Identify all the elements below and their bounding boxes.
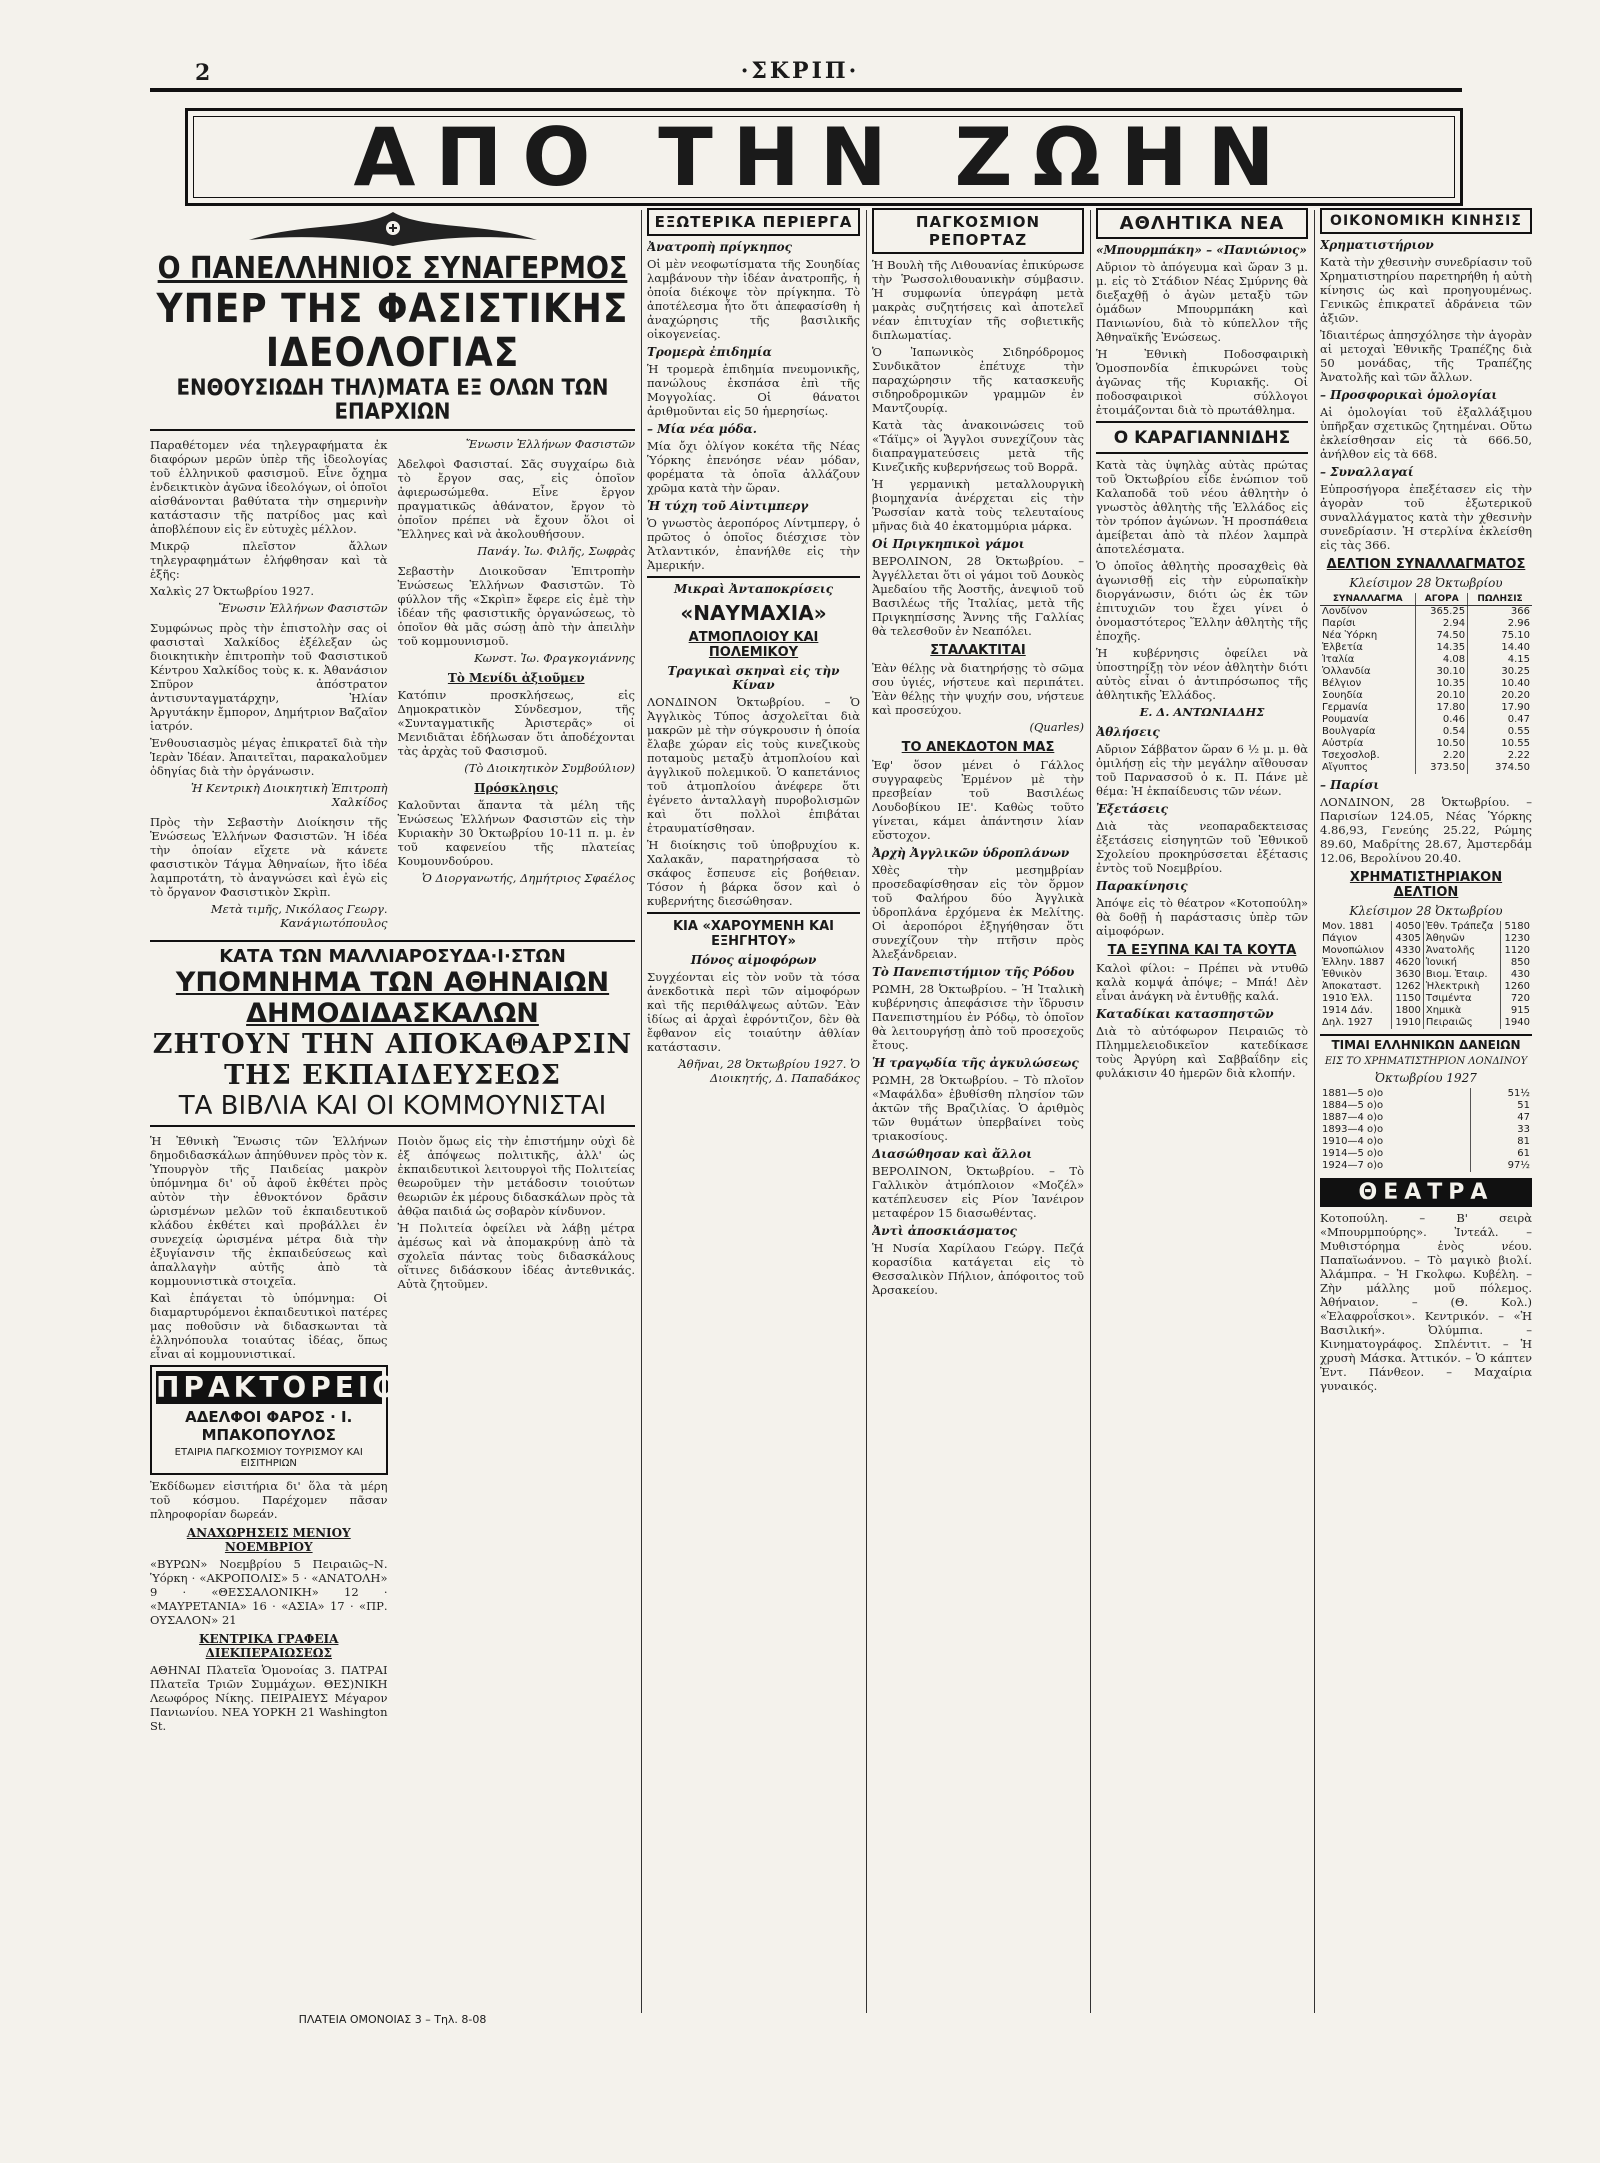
- table-cell: 17.80: [1416, 702, 1468, 714]
- table-cell: 2.94: [1416, 618, 1468, 630]
- section-subhead: ΤΟ ΑΝΕΚΔΟΤΟΝ ΜΑΣ: [901, 740, 1055, 755]
- item-heading: Ἡ τύχη τοῦ Αἰντιμπεργ: [647, 499, 809, 513]
- table-cell: 1914 Δάν.: [1322, 1005, 1373, 1016]
- theatres-header: ΘΕΑΤΡΑ: [1320, 1178, 1532, 1207]
- paragraph: Διὰ τὰς νεοπαραδεκτεισας ἐξετάσεις εἰσηγητῶν τοῦ Ἐθνικοῦ Σχολείου προκηρύσσεται ἐξέτασις ἐντὸς τοῦ Νοεμβρίου.: [1096, 819, 1308, 875]
- table-cell: 4620: [1391, 957, 1423, 969]
- paragraph: Χαλκὶς 27 Ὀκτωβρίου 1927.: [150, 584, 315, 599]
- paragraph: ΒΕΡΟΛΙΝΟΝ, Ὀκτωβρίου. – Τὸ Γαλλικὸν ἀτμόπλοιον «Μοζέλ» κατέπλευσεν εἰς Ρίον Ἰανέιρον μεταφέρον 15 διασωθέντας.: [872, 1164, 1084, 1220]
- paragraph: Ἐὰν θέλῃς νὰ διατηρήσῃς τὸ σῶμα σου ὑγιές, νήστευε καὶ περιπάτει. Ἐὰν θέλῃς τὴν ψυχήν σου, νήστευε καὶ προσεύχου.: [872, 661, 1084, 717]
- table-cell: 1887—4 ο)ο: [1322, 1112, 1384, 1123]
- paragraph: ΡΩΜΗ, 28 Ὀκτωβρίου. – Ἡ Ἰταλικὴ κυβέρνησις ἀπεφάσισε τὴν ἵδρυσιν Πανεπιστημίου ἐν Ρόδῳ, τὸ ὁποῖον θὰ λειτουργήσῃ ἀπὸ τοῦ προσεχοῦς ἔτους.: [872, 982, 1084, 1052]
- item-heading: Παρακίνησις: [1096, 879, 1188, 893]
- exchange-rates-table: [1320, 593, 1532, 774]
- signature: Ἡ Κεντρικὴ Διοικητικὴ Ἐπιτροπὴ Χαλκίδος: [190, 781, 388, 810]
- table-cell: 2.96: [1468, 618, 1532, 630]
- headline-books: ΤΑ ΒΙΒΛΙΑ ΚΑΙ ΟΙ ΚΟΜΜΟΥΝΙΣΤΑΙ: [178, 1091, 607, 1122]
- paragraph: Αὔριον τὸ ἀπόγευμα καὶ ὥραν 3 μ. μ. εἰς τὸ Στάδιον Νέας Σμύρνης θὰ διεξαχθῇ ὁ ἀγὼν μεταξὺ τῶν ὁμάδων Μπουρμπάκη καὶ Πανιωνίου, διὰ τὸ κύπελλον τῆς Ἀθηναϊκῆς Ἐνώσεως.: [1096, 260, 1308, 344]
- signature: Μετὰ τιμῆς, Νικόλαος Γεωργ. Κανάγιωτόπουλος: [210, 902, 388, 931]
- signature: (Quarles): [1029, 720, 1084, 734]
- table-row: [1320, 1160, 1532, 1172]
- table-row: [1320, 618, 1532, 630]
- kicker: ΚΑΤΑ ΤΩΝ ΜΑΛΛΙΑΡΟΣΥΔΑ·Ι·ΣΤΩΝ: [219, 946, 566, 968]
- paragraph: Μικρῷ πλεῖστον ἄλλων τηλεγραφημάτων ἐλήφθησαν καὶ τὰ ἑξῆς:: [150, 539, 388, 582]
- paragraph: Ἐκδίδωμεν εἰσιτήρια δι' ὅλα τὰ μέρη τοῦ κόσμου. Παρέχομεν πᾶσαν πληροφορίαν δωρεάν.: [150, 1479, 388, 1522]
- rule: [1096, 452, 1308, 454]
- table-row: [1320, 726, 1532, 738]
- item-heading: «Μπουρμπάκη» – «Πανιώνιος»: [1096, 243, 1307, 257]
- paragraph: Ἡ Ἐθνικὴ Ἕνωσις τῶν Ἑλλήνων δημοδιδασκάλων ἀπηύθυνεν πρὸς τὸν κ. Ὑπουργὸν τῆς Παιδείας μακρὸν ὑπόμνημα δι' οὗ ἀφοῦ ἐκθέτει πρὸς αὐτὸν τὴν ἐθνοκτόνον δρᾶσιν ὡρισμένων μελῶν τοῦ ἐκπαιδευτικοῦ κλάδου ἐκθέτει καὶ προβάλλει ἐν συνεχείᾳ ὡρισμένα μέτρα διὰ τὴν ἐξυγίανσιν τῆς ἐκπαιδεύσεως καὶ ἀπαλλαγὴν αὐτῆς ἀπὸ τὰ κομμουνιστικὰ στοιχεῖα.: [150, 1134, 388, 1289]
- rule: [647, 576, 860, 578]
- section-header: ΕΞΩΤΕΡΙΚΑ ΠΕΡΙΕΡΓΑ: [647, 208, 860, 236]
- table-cell: Βιομ. Ἑταιρ.: [1423, 969, 1500, 981]
- item-heading: Ἐξετάσεις: [1096, 802, 1168, 816]
- column-divider: [641, 210, 642, 2013]
- table-cell: Ἀνατολῆς: [1423, 945, 1500, 957]
- table-row: [1320, 1100, 1532, 1112]
- rule: [1096, 421, 1308, 423]
- table-row: [1320, 957, 1532, 969]
- table-row: [1320, 981, 1532, 993]
- table-cell: 33: [1470, 1124, 1532, 1136]
- item-heading: Διασώθησαν καὶ ἄλλοι: [872, 1147, 1033, 1161]
- paragraph: Ἀδελφοὶ Φασισταί. Σᾶς συγχαίρω διὰ τὸ ἔργον σας, εἰς ὁποῖον ἀφιερωσώμεθα. Εἶνε ἔργον πραγματικῶς ἀθάνατον, ἔργον τὸ ὁποῖον πρέπει νὰ ἔχουν ὅλοι οἱ Ἕλληνες καὶ νὰ ἀκολουθήσουν.: [397, 457, 635, 542]
- paragraph: ΒΕΡΟΛΙΝΟΝ, 28 Ὀκτωβρίου. – Ἀγγέλλεται ὅτι οἱ γάμοι τοῦ Δουκὸς Ἀμεδαίου τῆς Ἀοστῆς, ἀνεψιοῦ τοῦ Βασιλέως τῆς Ἰταλίας, μετὰ τῆς Πριγκηπίσσης Ἄννης τῆς Γαλλίας θὰ τελεσθοῦν ἐν Νεαπόλει.: [872, 554, 1084, 638]
- table-row: [1320, 750, 1532, 762]
- paragraph: Ποιὸν ὅμως εἰς τὴν ἐπιστήμην οὐχὶ δὲ ἐξ ἀπόψεως πολιτικῆς, ἀλλ' ὡς ἐκπαιδευτικοὶ λειτουργοὶ τῆς Πολιτείας θεωροῦμεν τὴν μετάδοσιν τοιούτων θεωριῶν ἐκ μέρους διδασκάλων πρὸς τὰ ἀθῷα παιδιά ὡς σοβαρὸν κίνδυνον.: [397, 1134, 635, 1219]
- table-cell: 1150: [1391, 993, 1423, 1005]
- headline-2: ΥΠΕΡ ΤΗΣ ΦΑΣΙΣΤΙΚΗΣ ΙΔΕΟΛΟΓΙΑΣ: [156, 286, 629, 376]
- table-cell: 366: [1468, 606, 1532, 619]
- paragraph: Κατὰ τὰς ὑψηλὰς αὐτὰς πρώτας τοῦ Ὀκτωβρίου εἶδε ἐνώπιον τοῦ Καλαποδᾶ τοῦ νέου ἀθλητὴν ὁ γνωστὸς ἀθλητὴς τῆς Ἑλλάδος εἰς τὸν τρόπον ἀγώνων. Ἡ προσπάθεια ἀμείβεται ἀπὸ τὰ πλέον λαμπρὰ ἀποτελέσματα.: [1096, 458, 1308, 556]
- table-row: [1320, 690, 1532, 702]
- table-date: Κλείσιμον 28 Ὀκτωβρίου: [1349, 576, 1503, 590]
- item-heading: – Παρίσι: [1320, 778, 1380, 792]
- page-number: 2: [195, 60, 211, 86]
- section-banner: [185, 108, 1463, 206]
- paragraph: Ἐνθουσιασμὸς μέγας ἐπικρατεῖ διὰ τὴν Ἱερὰν Ἰδέαν. Ἀπαιτεῖται, παρακαλοῦμεν ὁδηγίας διὰ τὴν ὀργάνωσιν.: [150, 736, 388, 779]
- item-heading: Ἡ τραγῳδία τῆς ἀγκυλώσεως: [872, 1056, 1079, 1070]
- paragraph: Κατὰ τὴν χθεσινὴν συνεδρίασιν τοῦ Χρηματιστηρίου παρετηρήθη ἡ αὐτὴ κίνησις ὡς καὶ προηγουμένως. Γενικῶς ἐπικρατεῖ ἀδράνεια τῶν ἀξιῶν.: [1320, 255, 1532, 325]
- table-cell: 4.15: [1468, 654, 1532, 666]
- table-cell: 4305: [1391, 933, 1423, 945]
- table-row: [1320, 1005, 1532, 1017]
- table-row: [1320, 654, 1532, 666]
- subhead: ΑΝΑΧΩΡΗΣΕΙΣ ΜΕΝΙΟΥ ΝΟΕΜΒΡΙΟΥ: [186, 1526, 351, 1555]
- item-heading: Τρομερὰ ἐπιδημία: [647, 345, 772, 359]
- table-cell: 850: [1500, 957, 1532, 969]
- signature: Κωνστ. Ἰω. Φραγκογιάννης: [474, 651, 635, 666]
- table-cell: 2.20: [1416, 750, 1468, 762]
- greek-loans-table: [1320, 1088, 1532, 1172]
- paragraph: Ἰδιαιτέρως ἀπησχόλησε τὴν ἀγορὰν αἱ μετοχαὶ Ἐθνικῆς Τραπέζης διὰ 50 μονάδας, τῆς Τραπέζης Ἀνατολῆς καὶ τῶν ἄλλων.: [1320, 328, 1532, 384]
- paragraph: Συμφώνως πρὸς τὴν ἐπιστολὴν σας οἱ φασισταὶ Χαλκίδος ἐξέλεξαν ὡς διοικητικὴν ἐπιτροπὴν τοῦ Φασιστικοῦ Κέντρου Χαλκίδος τοὺς κ. κ. Ἀθανάσιον Σπῦρον ἀπόστρατον ἀντισυνταγματάρχην, Ἠλίαν Ἀργυτάκην ἔμπορον, Δημήτριον Βαζαῖον ἰατρόν.: [150, 621, 388, 734]
- table-cell: 430: [1500, 969, 1532, 981]
- item-heading: – Συναλλαγαί: [1320, 465, 1414, 479]
- paragraph: Κοτοπούλη. – Β' σειρὰ «Μπουρμπούρης». Ἰντεάλ. – Μυθιστόρημα ἑνὸς νέου. Παπαϊωάννου. – Τὸ μαγικὸ βιολί. Ἀλάμπρα. – Ἡ Γκολφω. Κυβέλη. – Ζὴν μάλλης μοῦ πόλεμος. Ἀθήναιον. – (Θ. Κολ.) «Ἐλαφροΐσκοι». Κεντρικόν. – «Ἡ Βασιλική». Ὀλύμπια. – Κινηματογράφος. Σπλέντιτ. – Ἡ χρυσὴ Μάσκα. Ἀττικόν. – Ὁ κάπτεν Ἐντ. Πάνθεον. – Μαχαίρια γυναικός.: [1320, 1211, 1532, 1393]
- paragraph: Παραθέτομεν νέα τηλεγραφήματα ἐκ διαφόρων μερῶν ὑπὲρ τῆς ἰδεολογίας τοῦ ἑλληνικοῦ φασισμοῦ. Εἶνε ὄχημα ἐνδεικτικὸν ἀγῶνα ἰδεολόγων, οἱ ὁποῖοι αἰσθάνονται βαθύτατα τὴν σημερινὴν κατάστασιν τῆς πατρίδος μας καὶ ἀποβλέπουν εἰς ἓν εὐτυχὲς μέλλον.: [150, 438, 388, 537]
- table-row: [1320, 762, 1532, 774]
- banner-title: ΑΠΟ ΤΗΝ ΖΩΗΝ: [353, 110, 1295, 204]
- table-cell: 1910: [1391, 1017, 1423, 1029]
- table-cell: Βέλγιον: [1322, 678, 1362, 689]
- footer-address: ΠΛΑΤΕΙΑ ΟΜΟΝΟΙΑΣ 3 – Τηλ. 8-08: [298, 2013, 487, 2026]
- table-cell: 17.90: [1468, 702, 1532, 714]
- table-cell: Ἀθηνῶν: [1423, 933, 1500, 945]
- paragraph: Καὶ ἐπάγεται τὸ ὑπόμνημα: Οἱ διαμαρτυρόμενοι ἐκπαιδευτικοὶ πατέρες μας ποθοῦσιν νὰ διδασκωνται τὰ ἑλληνόπουλα τοιαύτας ἰδέας, ὅπως εἶναι αἱ κομμουνιστικαί.: [150, 1291, 388, 1362]
- table-cell: Ἑλβετία: [1322, 642, 1363, 653]
- table-cell: 365.25: [1416, 606, 1468, 619]
- table-row: [1320, 630, 1532, 642]
- column-world-report: [872, 208, 1084, 2013]
- table-cell: 1940: [1500, 1017, 1532, 1029]
- column-sports-news: [1096, 208, 1308, 2013]
- item-heading: Τὸ Πανεπιστήμιον τῆς Ρόδου: [872, 965, 1075, 979]
- paragraph: Ἡ Πολιτεία ὀφείλει νὰ λάβῃ μέτρα ἀμέσως καὶ νὰ ἀπομακρύνῃ ἀπὸ τὰ σχολεῖα πάντας τοὺς διδασκάλους οἵτινες διδάσκουν ἰδέας ἀντεθνικάς. Αὐτὰ ζητοῦμεν.: [397, 1221, 635, 1292]
- table-date: Κλείσιμον 28 Ὀκτωβρίου: [1349, 904, 1503, 918]
- table-cell: 81: [1470, 1136, 1532, 1148]
- agency-advertisement: [150, 1365, 428, 1475]
- ad-firm: ΑΔΕΛΦΟΙ ΦΑΡΟΣ · Ι. ΜΠΑΚΟΠΟΥΛΟΣ: [185, 1408, 353, 1445]
- paragraph: Εὐπροσήγορα ἐπεξέτασεν εἰς τὴν ἀγορὰν τοῦ ἐξωτερικοῦ συναλλάγματος κατὰ τὴν χθεσινὴν συνεδρίασιν. Ἡ στερλίνα ἐκλείσθη εἰς τὰς 366.: [1320, 482, 1532, 552]
- paragraph: Ἀπόψε εἰς τὸ θέατρον «Κοτοπούλη» θὰ δοθῇ ἡ παράστασις ὑπὲρ τῶν αἱμοφόρων.: [1096, 896, 1308, 938]
- paragraph: Σεβαστὴν Διοικοῦσαν Ἐπιτροπὴν Ἑνώσεως Ἑλλήνων Φασιστῶν. Τὸ φύλλον τῆς «Σκρὶπ» ἔφερε εἰς ἐμὲ τὴν ἰδέαν τῆς φασιστικῆς ὀργανώσεως, τὸ ὁποῖον θὰ μᾶς σώσῃ ἀπὸ τὴν ἀπειλὴν τοῦ κομμουνισμοῦ.: [397, 564, 635, 649]
- item-heading: Οἱ Πριγκηπικοὶ γάμοι: [872, 537, 1025, 551]
- table-row: [1320, 993, 1532, 1005]
- table-cell: 10.35: [1416, 678, 1468, 690]
- signature: Ἀθῆναι, 28 Ὀκτωβρίου 1927. Ὁ Διοικητής, Δ. Παπαδάκος: [678, 1057, 860, 1085]
- table-row: [1320, 666, 1532, 678]
- table-cell: Ἀποκαταστ.: [1322, 981, 1382, 992]
- section-header: ΑΘΛΗΤΙΚΑ ΝΕΑ: [1096, 208, 1308, 239]
- table-cell: 0.54: [1416, 726, 1468, 738]
- paper-name: ·ΣΚΡΙΠ·: [740, 58, 860, 84]
- column-divider: [866, 210, 867, 2013]
- top-rule: [150, 88, 1462, 92]
- table-header-row: [1320, 593, 1532, 606]
- table-cell: 1910 Ἑλλ.: [1322, 993, 1373, 1004]
- headline-karagiannidis: Ο ΚΑΡΑΓΙΑΝΝΙΔΗΣ: [1113, 428, 1291, 448]
- item-heading: Ἀθλήσεις: [1096, 725, 1160, 739]
- table-cell: Ἰταλία: [1322, 654, 1355, 665]
- table-cell: Ἰονική: [1423, 957, 1500, 969]
- table-cell: 1884—5 ο)ο: [1322, 1100, 1384, 1111]
- table-date: Ὀκτωβρίου 1927: [1375, 1071, 1477, 1085]
- table-cell: Ἑλλην. 1887: [1322, 957, 1385, 968]
- paragraph: Ὁ γνωστὸς ἀεροπόρος Λίντμπεργ, ὁ πρῶτος ὁ ὁποῖος διέσχισε τὸν Ἀτλαντικόν, ἐπανήλθε εἰς τὴν Ἀμερικήν.: [647, 516, 860, 572]
- signature: Ἔνωσιν Ἑλλήνων Φασιστῶν: [465, 437, 635, 452]
- paragraph: Συγχέονται εἰς τὸν νοῦν τὰ τόσα ἀνεκδοτικὰ περὶ τῶν αἱμοφόρων καὶ τῆς περιθάλψεως αὐτῶν. Ἐὰν ἰδίως αἱ ἀρχαὶ ἐφρόντιζον, δὲν θὰ ἔφθανον εἰς τοιαύτην ἀθλίαν κατάστασιν.: [647, 970, 860, 1054]
- two-column-body: [150, 1131, 635, 1736]
- table-cell: 5180: [1500, 921, 1532, 933]
- paragraph: «ΒΥΡΩΝ» Νοεμβρίου 5 Πειραιῶς–Ν. Ὑόρκη · «ΑΚΡΟΠΟΛΙΣ» 5 · «ΑΝΑΤΟΛΗ» 9 · «ΘΕΣΣΑΛΟΝΙΚΗ» 12 · «ΜΑΥΡΕΤΑΝΙΑ» 16 · «ΑΣΙΑ» 17 · «ΠΡ. ΟΥΣΑΛΟΝ» 21: [150, 1557, 388, 1628]
- table-cell: 20.20: [1468, 690, 1532, 702]
- item-heading: Τραγικαὶ σκηναὶ εἰς τὴν Κίναν: [667, 664, 840, 692]
- table-cell: 1893—4 ο)ο: [1322, 1124, 1384, 1135]
- table-cell: Σουηδία: [1322, 690, 1363, 701]
- table-cell: 0.55: [1468, 726, 1532, 738]
- table-cell: Παρίσι: [1322, 618, 1356, 629]
- table-cell: 915: [1500, 1005, 1532, 1017]
- item-heading: Πόνος αἱμοφόρων: [690, 953, 817, 967]
- table-row: [1320, 738, 1532, 750]
- table-row: [1320, 969, 1532, 981]
- table-header-cell: ΠΩΛΗΣΙΣ: [1468, 593, 1532, 606]
- signature: Πανάγ. Ἰω. Φιλῆς, Σωφρὰς: [477, 544, 635, 559]
- paragraph: Αἱ ὁμολογίαι τοῦ ἐξαλλάξιμου ὑπῆρξαν σχετικῶς ζητημέναι. Οὕτω ἐκλείσθησαν εἰς τὰ 666.50, ἀνήλθον εἰς τὰ 668.: [1320, 405, 1532, 461]
- paragraph: Καλοῦνται ἅπαντα τὰ μέλη τῆς Ἑνώσεως Ἑλλήνων Φασιστῶν εἰς τὴν Κυριακὴν 30 Ὀκτωβρίου 10-11 π. μ. ἐν τοῦ καφενείου τῆς πλατείας Κουμουνδούρου.: [397, 798, 635, 869]
- rule: [150, 429, 635, 431]
- table-cell: Βουλγαρία: [1322, 726, 1376, 737]
- item-heading: Χρηματιστήριον: [1320, 238, 1434, 252]
- table-cell: 14.40: [1468, 642, 1532, 654]
- paragraph: Οἱ μὲν νεοφωτίσματα τῆς Σουηδίας λαμβάνουν τὴν ἰδέαν ἀνατροπῆς, ἡ ὁποία διέκοψε τὸν πρίγκηπα. Τὸ ἀποτέλεσμα ἦτο ὅτι ἀπεφασίσθη ἡ ἀναχώρησις τῆς βασιλικῆς οἰκογενείας.: [647, 257, 860, 341]
- two-column-body: [150, 435, 635, 936]
- section-subhead: ΚΙΑ «ΧΑΡΟΥΜΕΝΗ ΚΑΙ ΕΞΗΓΗΤΟΥ»: [672, 919, 835, 949]
- column-economic-movement: [1320, 208, 1532, 2013]
- headline-purge: ΖΗΤΟΥΝ ΤΗΝ ΑΠΟΚΑΘΑΡΣΙΝ ΤΗΣ ΕΚΠΑΙΔΕΥΣΕΩΣ: [152, 1029, 633, 1092]
- table-cell: Δηλ. 1927: [1322, 1017, 1373, 1028]
- table-cell: 1881—5 ο)ο: [1322, 1088, 1384, 1099]
- table-cell: 1262: [1391, 981, 1423, 993]
- item-heading: Μικραὶ Ἀνταποκρίσεις: [673, 582, 834, 596]
- section-subhead: ΤΙΜΑΙ ΕΛΛΗΝΙΚΩΝ ΔΑΝΕΙΩΝ: [1320, 1034, 1532, 1052]
- table-cell: 720: [1500, 993, 1532, 1005]
- paragraph: ΛΟΝΔΙΝΟΝ Ὀκτωβρίου. – Ὁ Ἀγγλικὸς Τύπος ἀσχολεῖται διὰ μακρῶν μὲ τὴν σύγκρουσιν ἡ ὁποία ἔλαβε χώραν εἰς τοὺς κινεζικοὺς ποταμοὺς μεταξὺ ἀτμοπλοίου καὶ ἀγγλικοῦ πολεμικοῦ. Ὁ καπετάνιος τοῦ ἀτμοπλοίου ἀνέφερε ὅτι ἐγένετο ἀνταλλαγὴ πυροβολισμῶν καὶ ὅτι πολλοὶ ἐπιβάται ἐτραυματίσθησαν.: [647, 695, 860, 835]
- table-cell: 97½: [1470, 1160, 1532, 1172]
- table-cell: Ρουμανία: [1322, 714, 1369, 725]
- rule: [647, 912, 860, 914]
- paragraph: ΛΟΝΔΙΝΟΝ, 28 Ὀκτωβρίου. – Παρισίων 124.05, Νέας Ὑόρκης 4.86,93, Γενεύης 25.22, Ρώμης 89.60, Μαδρίτης 28.67, Ἀμστερδάμ 12.06, Βερολίνου 20.40.: [1320, 795, 1532, 865]
- table-cell: Χημικὰ: [1423, 1005, 1500, 1017]
- table-cell: 51: [1470, 1100, 1532, 1112]
- item-heading: Ἀρχὴ Ἀγγλικῶν ὑδροπλάνων: [872, 846, 1070, 860]
- table-cell: Αἴγυπτος: [1322, 762, 1368, 773]
- item-heading: – Προσφορικαὶ ὁμολογίαι: [1320, 388, 1498, 402]
- table-cell: Νέα Ὑόρκη: [1322, 630, 1378, 641]
- paragraph: Ἡ Ἐθνικὴ Ποδοσφαιρικὴ Ὁμοσπονδία ἐπικυρώνει τοὺς ἀγῶνας τῆς Κυριακῆς. Οἱ ποδοσφαιρικοὶ σύλλογοι ἐτοιμάζονται διὰ τὸ πρωτάθλημα.: [1096, 347, 1308, 417]
- table-cell: 1120: [1500, 945, 1532, 957]
- section-subhead: ΧΡΗΜΑΤΙΣΤΗΡΙΑΚΟΝ ΔΕΛΤΙΟΝ: [1349, 870, 1503, 900]
- table-row: [1320, 1148, 1532, 1160]
- table-cell: 51½: [1470, 1088, 1532, 1100]
- headline-memorandum: ΥΠΟΜΝΗΜΑ ΤΩΝ ΑΘΗΝΑΙΩΝ ΔΗΜΟΔΙΔΑΣΚΑΛΩΝ: [175, 967, 610, 1030]
- table-cell: Πειραιῶς: [1423, 1017, 1500, 1029]
- table-cell: 374.50: [1468, 762, 1532, 774]
- subhead: Πρόσκλησις: [474, 781, 559, 796]
- paragraph: Αὔριον Σάββατον ὥραν 6 ½ μ. μ. θὰ ὁμιλήσῃ εἰς τὴν μεγάλην αἴθουσαν τοῦ Παρνασσοῦ ὁ κ. Π. Πάνε μὲ θέμα: Ἡ ἐκπαίδευσις τῶν νέων.: [1096, 742, 1308, 798]
- table-cell: 1914—5 ο)ο: [1322, 1148, 1384, 1159]
- table-row: [1320, 945, 1532, 957]
- table-cell: Γερμανία: [1322, 702, 1368, 713]
- table-cell: 0.46: [1416, 714, 1468, 726]
- section-header: ΠΑΓΚΟΣΜΙΟΝ ΡΕΠΟΡΤΑΖ: [872, 208, 1084, 254]
- table-cell: 3630: [1391, 969, 1423, 981]
- table-cell: 10.50: [1416, 738, 1468, 750]
- paragraph: Ἡ γερμανικὴ μεταλλουργικὴ βιομηχανία ἀνέρχεται εἰς τὴν Ῥωσσίαν κατὰ τοὺς τελευταίους μῆνας διὰ 40 ἑκατομμύρια μάρκα.: [872, 477, 1084, 533]
- table-cell: 1910—4 ο)ο: [1322, 1136, 1384, 1147]
- table-row: [1320, 1124, 1532, 1136]
- table-cell: 4.08: [1416, 654, 1468, 666]
- table-row: [1320, 1136, 1532, 1148]
- table-cell: 1260: [1500, 981, 1532, 993]
- headline-3: ΕΝΘΟΥΣΙΩΔΗ ΤΗΛ)ΜΑΤΑ ΕΞ ΟΛΩΝ ΤΩΝ ΕΠΑΡΧΙΩΝ: [176, 376, 609, 426]
- stock-exchange-table: [1320, 921, 1532, 1029]
- table-cell: Τσιμέντα: [1423, 993, 1500, 1005]
- paragraph: Κατόπιν προσκλήσεως, εἰς Δημοκρατικὸν Σύνδεσμον, τῆς «Συνταγματικῆς Ἀριστερᾶς» οἱ Μενιδιᾶται ἐδήλωσαν ὅτι ἀποδέχονται τὰς ἀρχὰς τοῦ Φασισμοῦ.: [397, 688, 635, 759]
- paragraph: Πρὸς τὴν Σεβαστὴν Διοίκησιν τῆς Ἑνώσεως Ἑλλήνων Φασιστῶν. Ἡ ἰδέα τὴν ὁποίαν εἴχετε νὰ κάνετε φασιστικὸν Τάγμα Ἀθηναίων, ἥτο ἰδέα λαμπροτάτη, τὸ ἀναγνώσει καὶ ἐγὼ εἰς τὸ ὄργανον Φασιστικὸν Σκρὶπ.: [150, 815, 388, 900]
- table-caption: ΕΙΣ ΤΟ ΧΡΗΜΑΤΙΣΤΗΡΙΟΝ ΛΟΝΔΙΝΟΥ: [1324, 1056, 1528, 1067]
- table-cell: 4050: [1391, 921, 1423, 933]
- table-header-cell: ΣΥΝΑΛΛΑΓΜΑ: [1320, 593, 1416, 606]
- table-cell: 373.50: [1416, 762, 1468, 774]
- paragraph: ΡΩΜΗ, 28 Ὀκτωβρίου. – Τὸ πλοῖον «Μαφάλδα» ἐβυθίσθη πλησίον τῶν ἀκτῶν τῆς Βραζιλίας. Ὁ ἀριθμὸς τῶν θυμάτων ὑπερβαίνει τοὺς τριακοσίους.: [872, 1073, 1084, 1143]
- table-cell: 74.50: [1416, 630, 1468, 642]
- table-cell: Ὁλλανδία: [1322, 666, 1371, 677]
- table-cell: Ἐθν. Τράπεζα: [1423, 921, 1500, 933]
- table-cell: Μον. 1881: [1322, 921, 1375, 932]
- table-cell: 10.55: [1468, 738, 1532, 750]
- signature: Ε. Δ. ΑΝΤΩΝΙΑΔΗΣ: [1139, 705, 1265, 719]
- paragraph: Κατὰ τὰς ἀνακοινώσεις τοῦ «Τάϊμς» οἱ Ἄγγλοι συνεχίζουν τὰς διαπραγματεύσεις μετὰ τῆς Κινεζικῆς κυβερνήσεως τοῦ Βορρᾶ.: [872, 418, 1084, 474]
- signature: Ἔνωσιν Ἑλλήνων Φασιστῶν: [218, 601, 388, 616]
- table-cell: 61: [1470, 1148, 1532, 1160]
- section-subhead: ΤΑ ΕΞΥΠΝΑ ΚΑΙ ΤΑ ΚΟΥΤΑ: [1107, 943, 1297, 958]
- paragraph: Καλοὶ φίλοι: – Πρέπει νὰ ντυθῶ καλὰ κομψά ἀπόψε; – Μπά! Δὲν εἶναι ἀνάγκη νὰ ἐντυθῇς καλά.: [1096, 961, 1308, 1003]
- headline-naval-battle-sub: ΑΤΜΟΠΛΟΙΟΥ ΚΑΙ ΠΟΛΕΜΙΚΟΥ: [688, 630, 819, 660]
- paragraph: Διὰ τὸ αὐτόφωρον Πειραιῶς τὸ Πλημμελειοδικεῖον κατεδίκασε τοὺς Ἀργύρη καὶ Σαββαΐδην εἰς φυλάκισιν 40 ἡμερῶν διὰ κλοπήν.: [1096, 1024, 1308, 1080]
- table-cell: 30.25: [1468, 666, 1532, 678]
- table-row: [1320, 606, 1532, 619]
- headline-naval-battle: «ΝΑΥΜΑΧΙΑ»: [680, 601, 827, 625]
- column-fascist-rally: [150, 208, 635, 2013]
- paragraph: Ἐφ' ὅσον μένει ὁ Γάλλος συγγραφεὺς Ἑρμένον μὲ τὴν πρεσβείαν τοῦ Βασιλέως Λουδοβίκου ΙΕ'. Καθὼς τοῦτο γίνεται, κάμει ἀπάντησιν λίαν εὔστοχον.: [872, 758, 1084, 842]
- paragraph: Ὁ ὁποῖος ἀθλητὴς προσαχθεὶς θὰ ἀγωνισθῇ εἰς τὴν εὐρωπαϊκὴν διοργάνωσιν, διότι ὡς ἐκ τῶν ἐπιτυχιῶν του ἔχει γίνει ὁ ὀνομαστότερος Ἕλλην ἀθλητὴς τῆς ἐποχῆς.: [1096, 559, 1308, 643]
- table-row: [1320, 678, 1532, 690]
- paragraph: ΑΘΗΝΑΙ Πλατεῖα Ὁμονοίας 3. ΠΑΤΡΑΙ Πλατεῖα Τριῶν Συμμάχων. ΘΕΣ)ΝΙΚΗ Λεωφόρος Νίκης. ΠΕΙΡΑΙΕΥΣ Μέγαρον Πανιωνίου. ΝΕΑ ΥΟΡΚΗ 21 Washington St.: [150, 1663, 388, 1734]
- table-cell: 14.35: [1416, 642, 1468, 654]
- rule: [150, 940, 635, 942]
- table-row: [1320, 921, 1532, 933]
- paragraph: Ἡ διοίκησις τοῦ ὑποβρυχίου κ. Χαλακᾶν, παρατηρήσασα τὸ σκάφος ἔσπευσε εἰς βοήθειαν. Τόσον ἡ βάρκα ὅσον καὶ ὁ κυβερνήτης διεσώθησαν.: [647, 838, 860, 908]
- item-heading: Ἀνατροπὴ πρίγκηπος: [647, 240, 792, 254]
- table-row: [1320, 702, 1532, 714]
- table-cell: Μονοπώλιον: [1322, 945, 1384, 956]
- ad-title: ΠΡΑΚΤΟΡΕΙΟΝ: [156, 1371, 428, 1405]
- signature: (Τὸ Διοικητικὸν Συμβούλιον): [464, 761, 635, 776]
- column-foreign-curiosities: [647, 208, 860, 2013]
- rule: [150, 1125, 635, 1127]
- paragraph: Ὁ Ἰαπωνικὸς Σιδηρόδρομος Συνδικᾶτον ἐπέτυχε τὴν παραχώρησιν τῆς κατασκευῆς σιδηροδρομικῶν γραμμῶν ἐν Μαντζουρίᾳ.: [872, 345, 1084, 415]
- table-cell: 20.10: [1416, 690, 1468, 702]
- subhead: ΚΕΝΤΡΙΚΑ ΓΡΑΦΕΙΑ ΔΙΕΚΠΕΡΑΙΩΣΕΩΣ: [199, 1632, 339, 1661]
- table-cell: 1230: [1500, 933, 1532, 945]
- table-row: [1320, 933, 1532, 945]
- subhead: Τὸ Μενίδι ἀξιοῦμεν: [447, 671, 585, 686]
- section-subhead: ΣΤΑΛΑΚΤΙΤΑΙ: [930, 643, 1026, 658]
- table-cell: 4330: [1391, 945, 1423, 957]
- table-cell: Ἠλεκτρικὴ: [1423, 981, 1500, 993]
- ad-subtitle: ΕΤΑΙΡΙΑ ΠΑΓΚΟΣΜΙΟΥ ΤΟΥΡΙΣΜΟΥ ΚΑΙ ΕΙΣΙΤΗΡΙΩΝ: [174, 1447, 363, 1470]
- paragraph: Ἡ Βουλὴ τῆς Λιθουανίας ἐπικύρωσε τὴν Ῥωσσολιθουανικὴν σύμβασιν. Ἡ συμφωνία ὑπεγράφη μετὰ μακρὰς συζητήσεις καὶ ἀποτελεῖ νέαν ἐπιτυχίαν τῆς σοβιετικῆς διπλωματίας.: [872, 258, 1084, 342]
- eagle-emblem-icon: [243, 208, 543, 250]
- column-divider: [1314, 210, 1315, 2013]
- table-cell: Ἐθνικὸν: [1322, 969, 1362, 980]
- table-row: [1320, 1088, 1532, 1100]
- table-row: [1320, 1112, 1532, 1124]
- table-header-cell: ΑΓΟΡΑ: [1416, 593, 1468, 606]
- table-cell: Πάγιον: [1322, 933, 1358, 944]
- item-heading: – Μία νέα μόδα.: [647, 422, 757, 436]
- table-cell: 30.10: [1416, 666, 1468, 678]
- headline-1: Ο ΠΑΝΕΛΛΗΝΙΟΣ ΣΥΝΑΓΕΡΜΟΣ: [157, 251, 628, 286]
- table-cell: Αὐστρία: [1322, 738, 1364, 749]
- table-cell: 1924—7 ο)ο: [1322, 1160, 1384, 1171]
- table-cell: 10.40: [1468, 678, 1532, 690]
- item-heading: Καταδίκαι κατασπηστῶν: [1096, 1007, 1274, 1021]
- paragraph: Ἡ Νυσία Χαρίλαου Γεώργ. Πεζά κορασίδια κατάγεται εἰς τὸ Θεσσαλικὸν Πήλιον, ἀπόφοιτος τοῦ Ἀρσακείου.: [872, 1241, 1084, 1297]
- table-cell: 0.47: [1468, 714, 1532, 726]
- paragraph: Ἡ τρομερὰ ἐπιδημία πνευμονικῆς, πανώλους ἐκσπάσα ἐπὶ τῆς Μογγολίας. Οἱ θάνατοι ἀριθμοῦνται εἰς 50 ἡμερησίως.: [647, 362, 860, 418]
- signature: Ὁ Διοργανωτής, Δημήτριος Σφαέλος: [421, 871, 635, 886]
- paragraph: Χθὲς τὴν μεσημβρίαν προσεδαφίσθησαν εἰς τὸν ὅρμον τοῦ Φαλήρου δύο Ἀγγλικὰ ὑδροπλάνα ἐρχόμενα ἐκ Μελίτης. Οἱ ἀεροπόροι ἐξηγήθησαν ὅτι συνεχίζουν τὴν πτῆσιν πρὸς Ἀλεξάνδρειαν.: [872, 863, 1084, 961]
- column-divider: [1090, 210, 1091, 2013]
- table-cell: 2.22: [1468, 750, 1532, 762]
- section-subhead: ΔΕΛΤΙΟΝ ΣΥΝΑΛΛΑΓΜΑΤΟΣ: [1326, 557, 1526, 572]
- table-cell: Τσεχοσλοβ.: [1322, 750, 1380, 761]
- table-row: [1320, 642, 1532, 654]
- table-row: [1320, 714, 1532, 726]
- paragraph: Ἡ κυβέρνησις ὀφείλει νὰ ὑποστηρίξῃ τὸν νέον ἀθλητὴν διότι αὐτὸς εἶναι ὁ ἀντιπρόσωπος τῆς ἀθλητικῆς Ἑλλάδος.: [1096, 646, 1308, 702]
- table-cell: 1800: [1391, 1005, 1423, 1017]
- paragraph: Μία ὄχι ὀλίγον κοκέτα τῆς Νέας Ὑόρκης ἐπενόησε νέαν μόδαν, φορέματα τὰ ὁποῖα ἀλλάζουν χρῶμα κατὰ τὴν ὥραν.: [647, 439, 860, 495]
- table-cell: 47: [1470, 1112, 1532, 1124]
- table-row: [1320, 1017, 1532, 1029]
- section-header: ΟΙΚΟΝΟΜΙΚΗ ΚΙΝΗΣΙΣ: [1320, 208, 1532, 234]
- table-cell: Λονδίνον: [1322, 606, 1368, 617]
- item-heading: Ἀντὶ ἀποσκιάσματος: [872, 1224, 1017, 1238]
- table-cell: 75.10: [1468, 630, 1532, 642]
